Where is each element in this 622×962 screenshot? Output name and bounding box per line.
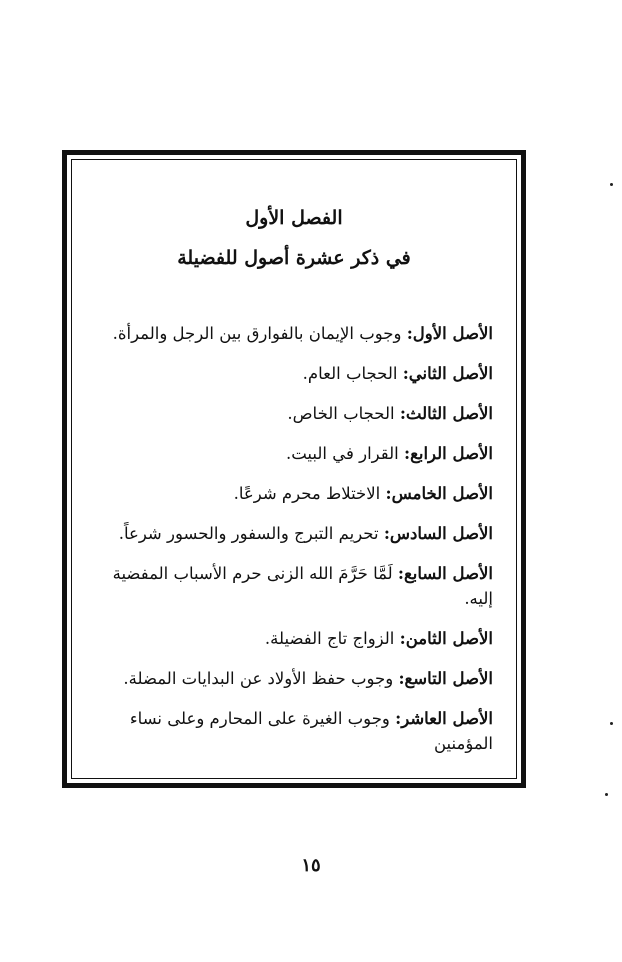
principle-text: الحجاب الخاص. [287, 404, 395, 423]
principle-item-2 [95, 361, 493, 386]
principle-label: الأصل الثاني: [402, 364, 493, 383]
principle-label: الأصل الرابع: [403, 444, 493, 463]
principle-text: الزواج تاج الفضيلة. [264, 629, 395, 648]
principles-list [95, 321, 493, 771]
principle-label: الأصل الأول: [406, 324, 493, 343]
principle-text: وجوب الإيمان بالفوارق بين الرجل والمرأة. [112, 324, 402, 343]
principle-text: الاختلاط محرم شرعًا. [233, 484, 381, 503]
principle-label: الأصل الخامس: [385, 484, 493, 503]
chapter-subtitle: في ذكر عشرة أصول للفضيلة [177, 247, 411, 269]
principle-label: الأصل التاسع: [398, 669, 493, 688]
principle-label: الأصل الثالث: [399, 404, 493, 423]
principle-item-9 [95, 666, 493, 691]
principle-label: الأصل السادس: [383, 524, 493, 543]
principle-item-4 [95, 441, 493, 466]
principle-item-3 [95, 401, 493, 426]
principle-item-7 [95, 561, 493, 611]
scan-speck [610, 722, 613, 725]
principle-text: وجوب الغيرة على المحارم وعلى نساء المؤمنين [129, 709, 493, 753]
principle-label: الأصل الثامن: [399, 629, 493, 648]
page-border-outer [62, 150, 526, 788]
page-number: ١٥ [301, 855, 321, 876]
principle-item-6 [95, 521, 493, 546]
principle-item-1 [95, 321, 493, 346]
scan-speck [610, 183, 613, 186]
principle-label: الأصل السابع: [397, 564, 493, 583]
principle-text: لَمَّا حَرَّمَ الله الزنى حرم الأسباب المفضية إليه. [112, 564, 493, 608]
principle-item-5 [95, 481, 493, 506]
principle-text: القرار في البيت. [285, 444, 399, 463]
principle-item-10 [95, 706, 493, 756]
principle-text: تحريم التبرج والسفور والحسور شرعاً. [118, 524, 379, 543]
chapter-title: الفصل الأول [245, 207, 343, 229]
scan-speck [605, 793, 608, 796]
principle-label: الأصل العاشر: [395, 709, 493, 728]
principle-text: وجوب حفظ الأولاد عن البدايات المضلة. [123, 669, 394, 688]
principle-text: الحجاب العام. [302, 364, 398, 383]
principle-item-8 [95, 626, 493, 651]
